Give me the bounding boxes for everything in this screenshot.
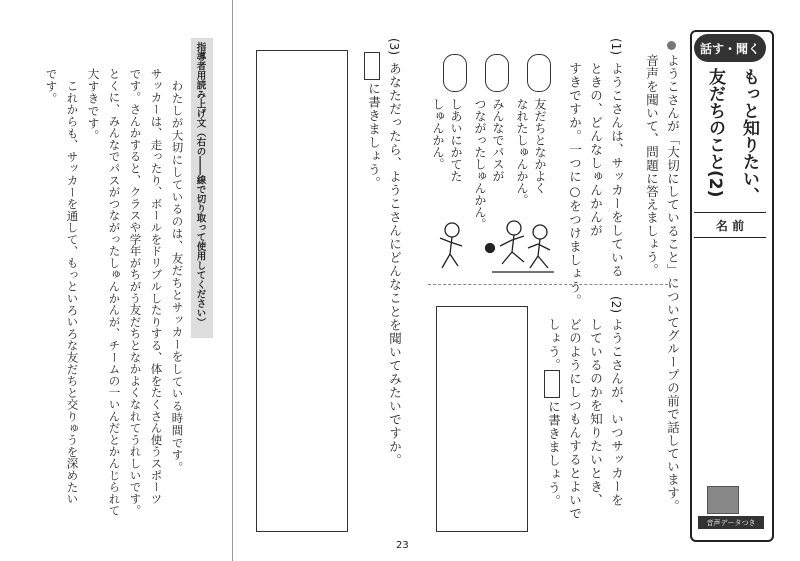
q2-line-1: ようこさんが、いつサッカーを — [609, 318, 625, 507]
audio-icon[interactable] — [707, 486, 739, 514]
q1-label: (1) — [609, 38, 623, 55]
q1-line-1: ようこさんは、サッカーをしている — [609, 62, 625, 278]
q1-option-c-line-2: しゅんかん。 — [431, 98, 445, 170]
q2-line-3: どのようにしつもんするとよいで — [567, 318, 583, 521]
audio-label-tag — [698, 516, 764, 529]
reading-line-7: です。 — [44, 68, 59, 105]
q2-instruction-tail: に書きましょう。 — [546, 400, 562, 508]
q1-option-c-line-1: しあいにかてた — [449, 98, 463, 182]
page-number: 23 — [396, 540, 409, 551]
q1-option-a-line-1: 友だちとなかよく — [533, 98, 547, 194]
reading-line-2: サッカーは、走ったり、ボールをドリブルしたりする、体をたくさん使うスポーツ — [149, 68, 164, 505]
reading-header: 指導者用読み上げ文（右の――線で切り取って使用してください） — [194, 42, 206, 327]
q1-option-b-line-1: みんなでパスが — [491, 98, 505, 182]
reading-line-4: とくに、みんなでパスがつながったしゅんかんが、チームの一いんだとかんじられて — [107, 68, 122, 517]
q1-option-a-line-2: なれたしゅんかん。 — [515, 98, 529, 206]
q2-inline-box-icon — [544, 370, 560, 398]
badge-text: 話す・聞く — [699, 41, 760, 56]
q1-line-3: すきですか。一つに○をつけましょう。 — [567, 62, 583, 308]
q3-label: (3) — [387, 38, 401, 55]
q1-option-a-checkbox[interactable] — [527, 54, 551, 92]
q3-instruction-tail: に書きましょう。 — [366, 82, 382, 190]
section-badge — [694, 34, 766, 62]
reading-line-5: 大すきです。 — [86, 68, 101, 142]
q2-answer-box[interactable] — [436, 306, 528, 532]
title-line-1: もっと知りたい、 — [739, 68, 759, 204]
title-number: (2) — [705, 170, 725, 198]
intro-bullet-icon — [667, 41, 676, 50]
intro-line-1: ようこさんが「大切にしていること」についてグループの前で話しています。 — [665, 54, 681, 513]
q1-option-c-checkbox[interactable] — [443, 54, 467, 92]
q2-line-2: しているのかを知りたいとき、 — [588, 318, 604, 507]
name-label: 名 前 — [715, 218, 745, 233]
audio-label: 音声データつき — [706, 518, 756, 527]
q1-option-b-line-2: つながったしゅんかん。 — [473, 98, 487, 230]
q3-answer-box[interactable] — [256, 50, 348, 532]
q3-inline-box-icon — [364, 52, 380, 80]
q2-label: (2) — [609, 296, 623, 313]
q2-line-4: しょう。 — [546, 318, 562, 372]
reading-line-1: わたしが大切にしているのは、友だちとサッカーをしている時間です。 — [170, 80, 185, 474]
soccer-illustration — [432, 218, 562, 280]
title-line-2: 友だちのこと — [705, 68, 725, 170]
intro-line-2: 音声を聞いて、問題に答えましょう。 — [644, 54, 660, 277]
name-field[interactable] — [694, 238, 766, 474]
reading-line-3: です。さんかすると、クラスや学年がちがう友だちとなかよくなれてうれしいです。 — [128, 68, 143, 517]
cut-line — [232, 0, 233, 561]
reading-line-6: これからも、サッカーを通して、もっといろいろな友だちと交りゅうを深めたい — [65, 80, 80, 505]
q1-line-2: ときの、どんなしゅんかんが — [588, 62, 604, 238]
q3-line-1: あなただったら、ようこさんにどんなことを聞いてみたいですか。 — [387, 62, 403, 467]
section-divider — [428, 284, 668, 285]
lesson-title — [694, 68, 766, 216]
q1-option-b-checkbox[interactable] — [485, 54, 509, 92]
name-label-cell — [694, 212, 766, 238]
